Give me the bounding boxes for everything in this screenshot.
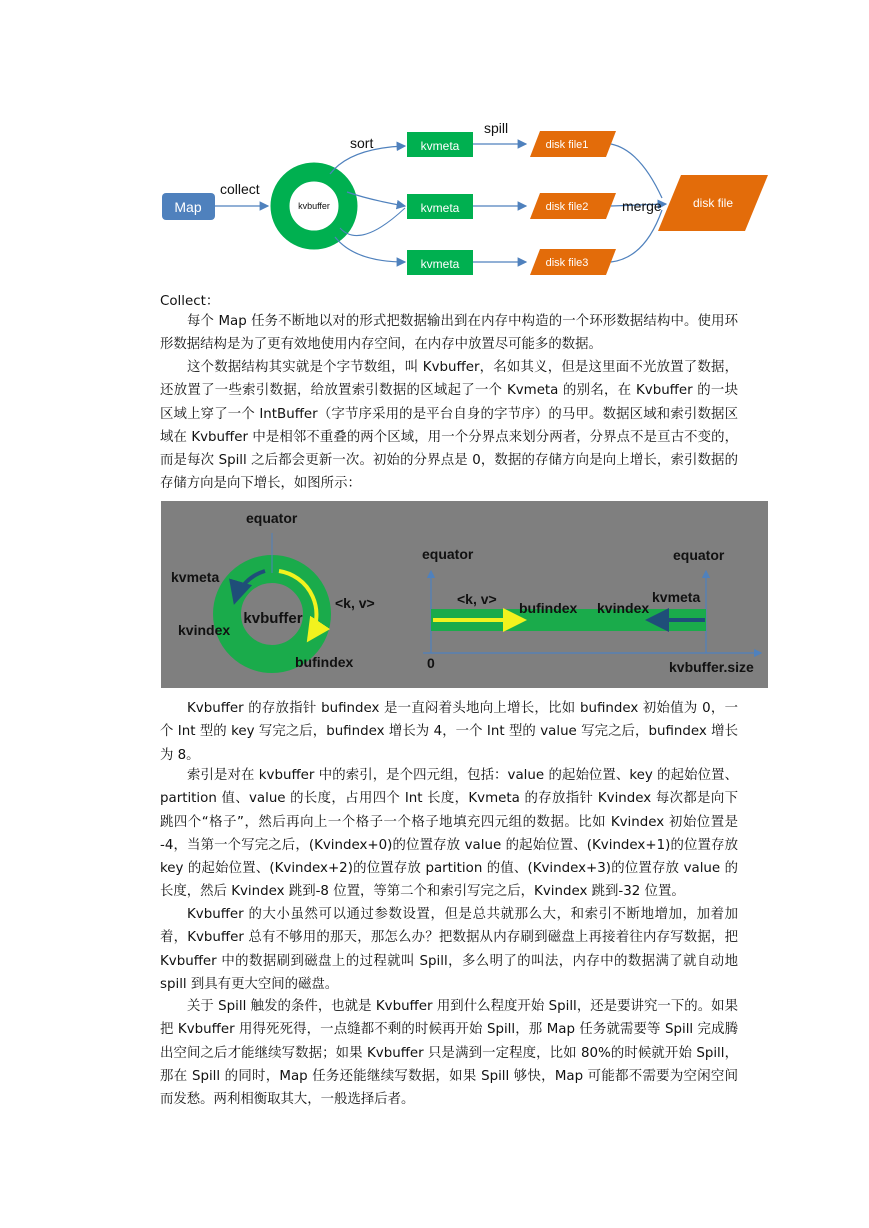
- kvbuffer-diagram: [161, 501, 768, 688]
- paragraph-5: Kvbuffer 的大小虽然可以通过参数设置，但是总共就那么大，和索引不断地增加，加着加着，Kvbuffer 总有不够用的那天，那怎么办？把数据从内存刷到磁盘上再接着往内存写数据，把 Kvbuffer 中的数据刷到磁盘上的过程就叫 Spill，多么明了的叫法，内存中的数据满了就自动地 spill 到具有更大空间的磁盘。: [160, 907, 738, 992]
- ring-kvbuffer-label: kvbuffer: [243, 610, 303, 627]
- merge-curve-1: [611, 144, 662, 198]
- paragraph-6: 关于 Spill 触发的条件，也就是 Kvbuffer 用到什么程度开始 Spill，还是要讲究一下的。如果把 Kvbuffer 用得死死得，一点缝都不剩的时候再开始 Spill，那 Map 任务就需要等 Spill 完成腾出空间之后才能继续写数据；如果 Kvbuffer 只是满到一定程度，比如 80%的时候就开始 Spill，那在 Spill 的同时，Map 任务还能继续写数据，如果 Spill 够快，Map 可能都不需要为空闲空间而发愁。两利相衡取其大，一般选择后者。: [160, 999, 738, 1108]
- paragraph-2: 这个数据结构其实就是个字节数组，叫 Kvbuffer，名如其义，但是这里面不光放置了数据，还放置了一些索引数据，给放置索引数据的区域起了一个 Kvmeta 的别名，在 Kvbuffer 的一块区域上穿了一个 IntBuffer（字节序采用的是平台自身的字节序）的马甲。数据区域和索引数据区域在 Kvbuffer 中是相邻不重叠的两个区域，用一个分界点来划分两者，分界点不是亘古不变的，而是每次 Spill 之后都会更新一次。初始的分界点是 0，数据的存储方向是向上增长，索引数据的存储方向是向下增长，如图所示：: [160, 360, 738, 492]
- bar-kvmeta-label: kvmeta: [652, 589, 701, 605]
- kvbuffer-ring-label: kvbuffer: [298, 201, 330, 211]
- bar-kv-label: <k, v>: [457, 591, 497, 607]
- merge-curve-3: [611, 210, 662, 262]
- disk-file-3-label: disk file3: [545, 257, 589, 269]
- ring-bufindex-label: bufindex: [295, 654, 354, 670]
- paragraph-4: 索引是对在 kvbuffer 中的索引，是个四元组，包括：value 的起始位置、key 的起始位置、partition 值、value 的长度，占用四个 Int 长度，Kvmeta 的存放指针 Kvindex 每次都是向下跳四个“格子”，然后再向上一个格子一个格子地填充四元组的数据。比如 Kvindex 初始位置是 -4，当第一个写完之后，(Kvindex+0)的位置存放 value 的起始位置、(Kvindex+1)的位置存放 key 的起始位置、(Kvindex+2)的位置存放 partition 的值、(Kvindex+3)的位置存放 value 的长度，然后 Kvindex 跳到-8 位置，等第二个和索引写完之后，Kvindex 跳到-32 位置。: [160, 768, 738, 900]
- bar-bufindex-label: bufindex: [519, 600, 578, 616]
- ring-equator-label: equator: [246, 510, 298, 526]
- sort-label: sort: [350, 135, 374, 151]
- sort-curve-3: [335, 237, 405, 262]
- collect-label: collect: [220, 181, 260, 197]
- bar-right-equator-label: equator: [673, 547, 725, 563]
- ring-kvmeta-label: kvmeta: [171, 569, 220, 585]
- kvmeta-label-1: kvmeta: [420, 139, 460, 153]
- merge-label: merge: [622, 198, 662, 214]
- map-label: Map: [174, 199, 202, 215]
- disk-file-2-label: disk file2: [545, 201, 589, 213]
- spill-label: spill: [484, 120, 509, 136]
- kvmeta-label-3: kvmeta: [420, 257, 460, 271]
- bar-left-equator-label: equator: [422, 546, 474, 562]
- bar-zero-label: 0: [427, 655, 435, 671]
- bar-size-label: kvbuffer.size: [669, 659, 754, 675]
- paragraph-1: 每个 Map 任务不断地以对的形式把数据输出到在内存中构造的一个环形数据结构中。使用环形数据结构是为了更有效地使用内存空间，在内存中放置尽可能多的数据。: [160, 314, 738, 353]
- disk-file-final-label: disk file: [692, 196, 734, 210]
- collect-heading: Collect：: [160, 294, 220, 309]
- bar-kvindex-label: kvindex: [597, 600, 650, 616]
- spill-flow-diagram: [150, 110, 780, 285]
- ring-kvindex-label: kvindex: [178, 622, 231, 638]
- ring-kv-label: <k, v>: [335, 595, 375, 611]
- kvmeta-label-2: kvmeta: [420, 201, 460, 215]
- paragraph-3: Kvbuffer 的存放指针 bufindex 是一直闷着头地向上增长，比如 bufindex 初始值为 0，一个 Int 型的 key 写完之后，bufindex 增长为 4，一个 Int 型的 value 写完之后，bufindex 增长为 8。: [160, 701, 738, 763]
- disk-file-1-label: disk file1: [545, 139, 589, 151]
